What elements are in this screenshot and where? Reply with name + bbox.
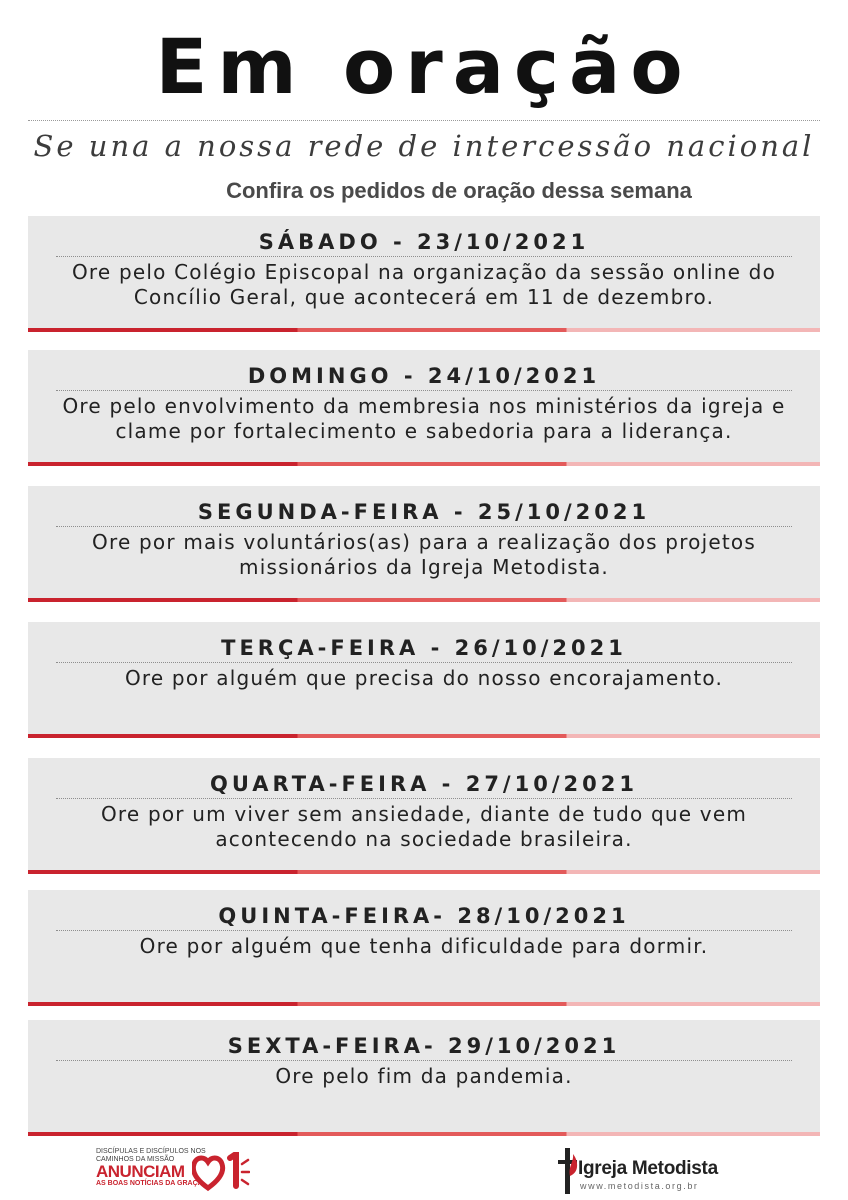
day-card-sunday [28,350,820,466]
day-accent-bar [28,328,820,332]
day-card-thursday [28,890,820,1006]
day-accent-bar [28,734,820,738]
day-card-friday [28,1020,820,1136]
cross-flame-icon [556,1146,580,1196]
day-card-monday [28,486,820,602]
day-prayer-text: Ore por mais voluntários(as) para a realização dos projetos missionários da Igreja Metodista. [92,530,756,579]
day-card-wednesday [28,758,820,874]
day-prayer-text: Ore por alguém que tenha dificuldade para dormir. [139,934,709,958]
day-accent-bar [28,598,820,602]
page-title: Em oração [155,22,693,111]
page-subtitle: Se una a nossa rede de intercessão nacional [33,129,815,163]
day-card-tuesday [28,622,820,738]
day-prayer-text: Ore pelo fim da pandemia. [275,1064,573,1088]
campaign-line-1: DISCÍPULAS E DISCÍPULOS NOS [96,1148,206,1155]
day-heading: QUINTA-FEIRA- 28/10/2021 [218,904,630,928]
day-heading: SEGUNDA-FEIRA - 25/10/2021 [197,500,651,524]
day-accent-bar [28,1002,820,1006]
title-divider [28,120,820,121]
campaign-line-2: CAMINHOS DA MISSÃO [96,1156,175,1163]
day-accent-bar [28,462,820,466]
day-heading: DOMINGO - 24/10/2021 [247,364,601,388]
church-name: Igreja Metodista [578,1158,718,1179]
day-prayer-text: Ore por alguém que precisa do nosso encorajamento. [124,666,724,690]
day-heading: SEXTA-FEIRA- 29/10/2021 [227,1034,621,1058]
day-heading: QUARTA-FEIRA - 27/10/2021 [210,772,638,796]
church-url: www.metodista.org.br [580,1181,699,1191]
campaign-tagline: AS BOAS NOTÍCIAS DA GRAÇA [96,1180,203,1187]
campaign-logo [96,1148,256,1196]
intro-text: Confira os pedidos de oração dessa semana [226,178,692,203]
day-heading: SÁBADO - 23/10/2021 [258,230,590,254]
church-logo [556,1146,736,1196]
day-accent-bar [28,870,820,874]
day-prayer-text: Ore pelo envolvimento da membresia nos ministérios da igreja e clame por fortalecimento e sabedoria para a liderança. [62,394,786,443]
day-heading: TERÇA-FEIRA - 26/10/2021 [221,636,627,660]
day-prayer-text: Ore por um viver sem ansiedade, diante de tudo que vem acontecendo na sociedade brasileira. [100,802,748,851]
campaign-main: ANUNCIAM [96,1162,185,1181]
day-accent-bar [28,1132,820,1136]
day-card-saturday [28,216,820,332]
heart-91-icon [192,1152,250,1192]
day-prayer-text: Ore pelo Colégio Episcopal na organização da sessão online do Concílio Geral, que acontecerá em 11 de dezembro. [71,260,777,309]
